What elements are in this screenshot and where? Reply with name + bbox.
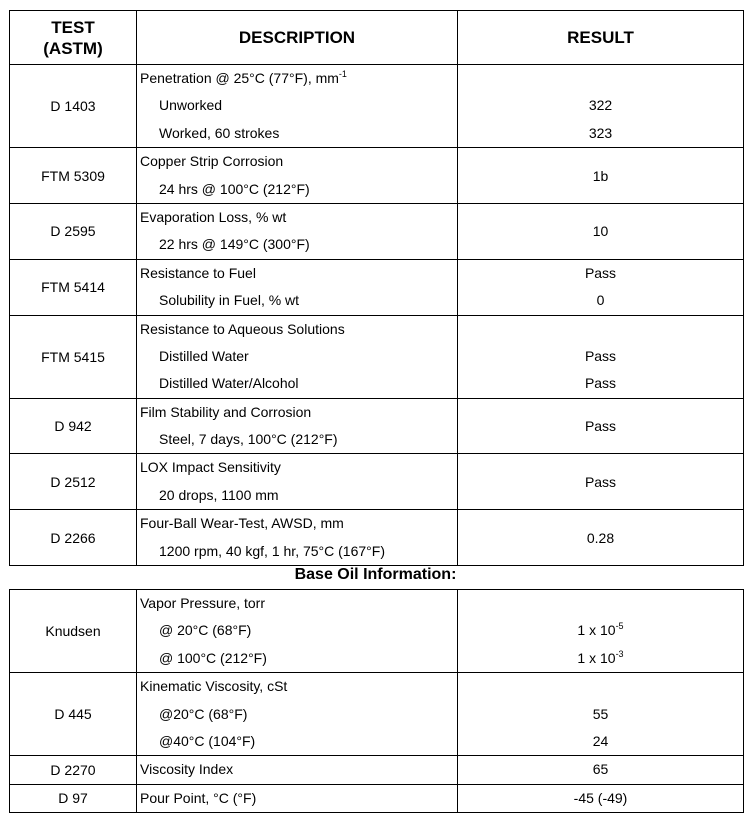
test-method-cell: Knudsen	[10, 590, 137, 673]
description-line-text: LOX Impact Sensitivity	[140, 459, 281, 476]
result-cell	[458, 203, 744, 259]
result-line	[458, 65, 743, 92]
description-line	[137, 370, 457, 397]
description-line-text: Pour Point, °C (°F)	[140, 789, 257, 806]
table-row	[10, 315, 744, 398]
test-method-cell: D 445	[10, 673, 137, 756]
description-line	[137, 287, 457, 314]
result-cell	[458, 784, 744, 812]
description-line-text: Unworked	[159, 97, 223, 114]
table-row	[10, 756, 744, 784]
result-cell	[458, 454, 744, 510]
description-cell	[137, 398, 458, 454]
description-line	[137, 756, 457, 783]
description-line	[137, 120, 457, 147]
description-line	[137, 92, 457, 119]
description-line	[137, 785, 457, 812]
description-line-text: 24 hrs @ 100°C (212°F)	[159, 180, 310, 197]
result-line	[458, 701, 743, 728]
main-table-body	[10, 65, 744, 566]
description-line-text: Worked, 60 strokes	[159, 124, 280, 141]
description-line-text: Distilled Water	[159, 347, 249, 364]
header-row	[10, 11, 744, 65]
result-value: Pass	[584, 418, 617, 435]
description-line-text: @20°C (68°F)	[159, 705, 248, 722]
result-cell	[458, 673, 744, 756]
test-method-cell: FTM 5414	[10, 259, 137, 315]
table-row	[10, 510, 744, 566]
result-line	[458, 316, 743, 343]
description-line-text: Film Stability and Corrosion	[140, 403, 312, 420]
description-line	[137, 204, 457, 231]
description-line-text: Evaporation Loss, % wt	[140, 208, 287, 225]
header-test-line1: TEST	[51, 17, 95, 37]
result-line-text: -45 (-49)	[573, 789, 628, 806]
result-cell	[458, 259, 744, 315]
description-line-text: @40°C (104°F)	[159, 732, 256, 749]
result-value: 10	[592, 223, 609, 240]
description-cell	[137, 259, 458, 315]
result-line	[458, 756, 743, 783]
table-row	[10, 148, 744, 204]
table-row	[10, 454, 744, 510]
result-value: 1b	[592, 167, 609, 184]
result-line: 322	[588, 97, 613, 114]
description-line	[137, 482, 457, 509]
description-line-text: Vapor Pressure, torr	[140, 595, 266, 611]
table-row	[10, 590, 744, 673]
description-cell	[137, 203, 458, 259]
table-row	[10, 203, 744, 259]
description-line-text: 22 hrs @ 149°C (300°F)	[159, 236, 310, 253]
description-cell	[137, 65, 458, 148]
header-result: RESULT	[458, 11, 744, 65]
result-line-superscript: -5	[615, 621, 624, 632]
description-line	[137, 454, 457, 481]
description-line	[137, 590, 457, 617]
test-method-cell: D 2512	[10, 454, 137, 510]
table-row	[10, 398, 744, 454]
result-cell	[458, 510, 744, 566]
description-line-text: 20 drops, 1100 mm	[159, 486, 279, 503]
description-line	[137, 673, 457, 700]
description-cell	[137, 673, 458, 756]
description-cell	[137, 510, 458, 566]
description-line-text: @ 100°C (212°F)	[159, 649, 267, 666]
table-row	[10, 673, 744, 756]
result-line	[458, 617, 743, 644]
result-cell	[458, 590, 744, 673]
result-line-text: 55	[592, 705, 609, 722]
result-line: Pass	[584, 264, 617, 281]
result-value: 0.28	[586, 529, 615, 546]
result-line	[458, 673, 743, 700]
header-description: DESCRIPTION	[137, 11, 458, 65]
table-row	[10, 65, 744, 148]
result-line	[458, 785, 743, 812]
result-line: 0	[596, 292, 605, 309]
test-method-cell: FTM 5309	[10, 148, 137, 204]
result-value: Pass	[584, 473, 617, 490]
description-line	[137, 148, 457, 175]
description-line	[137, 510, 457, 537]
result-line: Pass	[584, 347, 617, 364]
description-line-text: Resistance to Fuel	[140, 264, 256, 281]
description-line-text: Viscosity Index	[140, 761, 234, 778]
test-method-cell: D 2266	[10, 510, 137, 566]
result-line	[458, 590, 743, 617]
header-test-line2: (ASTM)	[43, 38, 103, 58]
description-line	[137, 728, 457, 755]
description-line-text: Copper Strip Corrosion	[140, 153, 284, 170]
description-line	[137, 645, 457, 672]
description-line-text: Solubility in Fuel, % wt	[159, 292, 300, 309]
description-cell	[137, 784, 458, 812]
result-line	[458, 728, 743, 755]
result-cell	[458, 65, 744, 148]
result-cell	[458, 756, 744, 784]
section-title: Base Oil Information:	[294, 566, 457, 583]
description-cell	[137, 756, 458, 784]
header-test	[10, 11, 137, 65]
result-cell	[458, 148, 744, 204]
description-cell	[137, 315, 458, 398]
result-cell	[458, 398, 744, 454]
description-line	[137, 343, 457, 370]
test-method-cell: D 2270	[10, 756, 137, 784]
result-line: 323	[588, 124, 613, 141]
test-method-cell: FTM 5415	[10, 315, 137, 398]
description-line-text: Four-Ball Wear-Test, AWSD, mm	[140, 515, 344, 532]
description-line	[137, 231, 457, 258]
result-line-superscript: -3	[615, 648, 624, 659]
description-line-text: Penetration @ 25°C (77°F), mm	[140, 70, 339, 86]
description-line	[137, 260, 457, 287]
test-method-cell: D 97	[10, 784, 137, 812]
description-line-text: Resistance to Aqueous Solutions	[140, 320, 345, 337]
result-line	[458, 645, 743, 672]
description-line	[137, 426, 457, 453]
table-row	[10, 259, 744, 315]
description-line	[137, 176, 457, 203]
result-line-text: 1 x 10	[577, 622, 616, 639]
description-line-text: 1200 rpm, 40 kgf, 1 hr, 75°C (167°F)	[159, 542, 385, 559]
result-line: Pass	[584, 375, 617, 392]
table-row	[10, 784, 744, 812]
test-method-cell: D 942	[10, 398, 137, 454]
description-line-text: Kinematic Viscosity, cSt	[140, 678, 288, 695]
result-line-text: 1 x 10	[577, 649, 616, 666]
description-line	[137, 65, 457, 92]
description-line	[137, 617, 457, 644]
description-line	[137, 316, 457, 343]
description-line	[137, 701, 457, 728]
description-line	[137, 399, 457, 426]
description-line-text: @ 20°C (68°F)	[159, 622, 252, 639]
base-oil-table	[9, 589, 744, 813]
description-line-text: Distilled Water/Alcohol	[159, 375, 299, 392]
description-cell	[137, 454, 458, 510]
result-line-text: 65	[592, 761, 609, 778]
base-table-body	[10, 590, 744, 813]
description-cell	[137, 590, 458, 673]
test-method-cell: D 1403	[10, 65, 137, 148]
description-cell	[137, 148, 458, 204]
properties-table	[9, 10, 744, 566]
test-method-cell: D 2595	[10, 203, 137, 259]
result-line-text: 24	[592, 732, 609, 749]
description-line-text: Steel, 7 days, 100°C (212°F)	[159, 431, 338, 448]
result-cell	[458, 315, 744, 398]
description-line-superscript: -1	[338, 69, 347, 79]
